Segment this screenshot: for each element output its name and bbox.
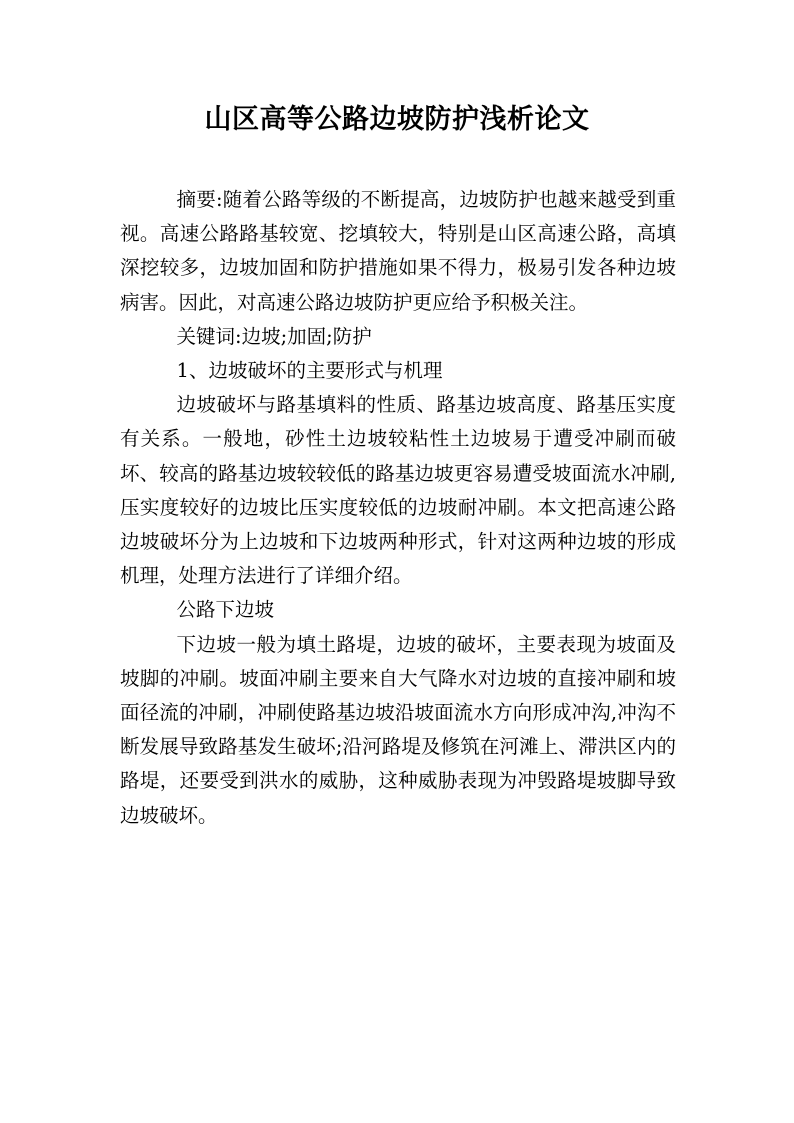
keywords-paragraph: 关键词:边坡;加固;防护 [176, 324, 372, 348]
document-title: 山区高等公路边坡防护浅析论文 [204, 104, 590, 135]
document-body [120, 183, 676, 833]
abstract-paragraph: 摘要:随着公路等级的不断提高，边坡防护也越来越受到重视。高速公路路基较宽、挖填较大，特别是山区高速公路，高填深挖较多，边坡加固和防护措施如果不得力，极易引发各种边坡病害。因此，对高速公路边坡防护更应给予积极关注。 [120, 188, 676, 314]
section-heading: 1、边坡破坏的主要形式与机理 [176, 359, 443, 383]
body-paragraph: 下边坡一般为填土路堤，边坡的破坏，主要表现为坡面及坡脚的冲刷。坡面冲刷主要来自大气降水对边坡的直接冲刷和坡面径流的冲刷，冲刷使路基边坡沿坡面流水方向形成冲沟,冲沟不断发展导致路基发生破坏;沿河路堤及修筑在河滩上、滞洪区内的路堤，还要受到洪水的威胁，这种威胁表现为冲毁路堤坡脚导致边坡破坏。 [120, 632, 676, 827]
body-paragraph: 边坡破坏与路基填料的性质、路基边坡高度、路基压实度有关系。一般地，砂性土边坡较粘性土边坡易于遭受冲刷而破坏、较高的路基边坡较较低的路基边坡更容易遭受坡面流水冲刷,压实度较好的边坡比压实度较低的边坡耐冲刷。本文把高速公路边坡破坏分为上边坡和下边坡两种形式，针对这两种边坡的形成机理，处理方法进行了详细介绍。 [120, 393, 676, 588]
subsection-heading: 公路下边坡 [176, 598, 275, 622]
